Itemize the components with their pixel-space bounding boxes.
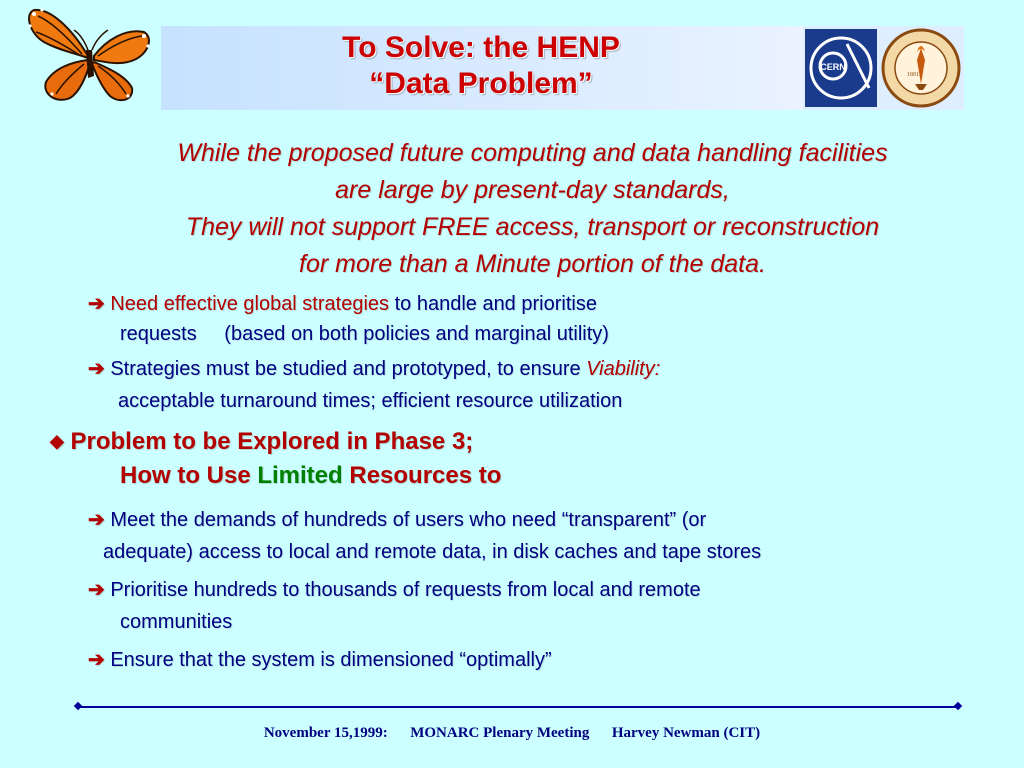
butterfly-icon [22, 4, 158, 112]
intro-line-4: for more than a Minute portion of the data. [299, 250, 766, 278]
title-line-1: To Solve: the HENP [342, 31, 620, 64]
footer-divider [78, 706, 958, 708]
heading-text: Resources to [342, 462, 502, 489]
heading-text: How to Use [120, 462, 258, 489]
intro-statement [60, 135, 1005, 283]
bullet-text: Meet the demands of hundreds of users who need “transparent” (or [110, 509, 707, 531]
bullet-emphasis: Need effective global strategies [110, 293, 390, 315]
footer-text: November 15,1999: MONARC Plenary Meeting Harvey Newman (CIT) [263, 725, 761, 741]
heading-line-1: Problem to be Explored in Phase 3; [70, 428, 474, 455]
title-line-2: “Data Problem” [369, 67, 593, 100]
bullet-text: requests [120, 323, 197, 345]
bullet-text: Ensure that the system is dimensioned “optimally” [110, 649, 552, 671]
bullet-emphasis: Viability: [586, 358, 661, 380]
diamond-bullet-icon: ◆ [50, 431, 64, 451]
svg-text:CERN: CERN [820, 62, 846, 72]
bullet-user-demands-cont [103, 537, 761, 568]
bullet-text: acceptable turnaround times; efficient resource utilization [118, 390, 623, 412]
bullet-viability-cont [118, 386, 622, 417]
bullet-text: Strategies must be studied and prototyped, to ensure [110, 358, 587, 380]
slide-title [161, 30, 801, 102]
bullet-text: Prioritise hundreds to thousands of requests from local and remote [110, 579, 701, 601]
bullet-global-strategies-cont [120, 319, 609, 350]
bullet-prioritise [88, 575, 701, 606]
bullet-dimensioned [88, 645, 552, 676]
bullet-text: adequate) access to local and remote data, in disk caches and tape stores [103, 541, 762, 563]
svg-text:1891: 1891 [907, 72, 919, 78]
intro-line-3: They will not support FREE access, transport or reconstruction [185, 213, 880, 241]
intro-line-1: While the proposed future computing and data handling facilities [177, 139, 888, 167]
intro-line-2: are large by present-day standards, [335, 176, 730, 204]
caltech-seal [883, 30, 959, 106]
bullet-text: (based on both policies and marginal utility) [224, 323, 609, 345]
arrow-icon: ➔ [88, 509, 105, 531]
bullet-text: communities [120, 611, 233, 633]
arrow-icon: ➔ [88, 649, 105, 671]
bullet-text: to handle and prioritise [389, 293, 597, 315]
heading-emphasis: Limited [257, 462, 343, 489]
bullet-global-strategies [88, 289, 597, 320]
divider-end-dot [954, 702, 962, 710]
arrow-icon: ➔ [88, 293, 105, 315]
divider-end-dot [74, 702, 82, 710]
bullet-prioritise-cont [120, 607, 232, 638]
bullet-user-demands [88, 505, 706, 536]
arrow-icon: ➔ [88, 358, 105, 380]
arrow-icon: ➔ [88, 579, 105, 601]
bullet-viability [88, 354, 660, 385]
cern-logo [805, 29, 877, 107]
institution-logos [803, 26, 964, 110]
phase3-heading [50, 424, 501, 493]
